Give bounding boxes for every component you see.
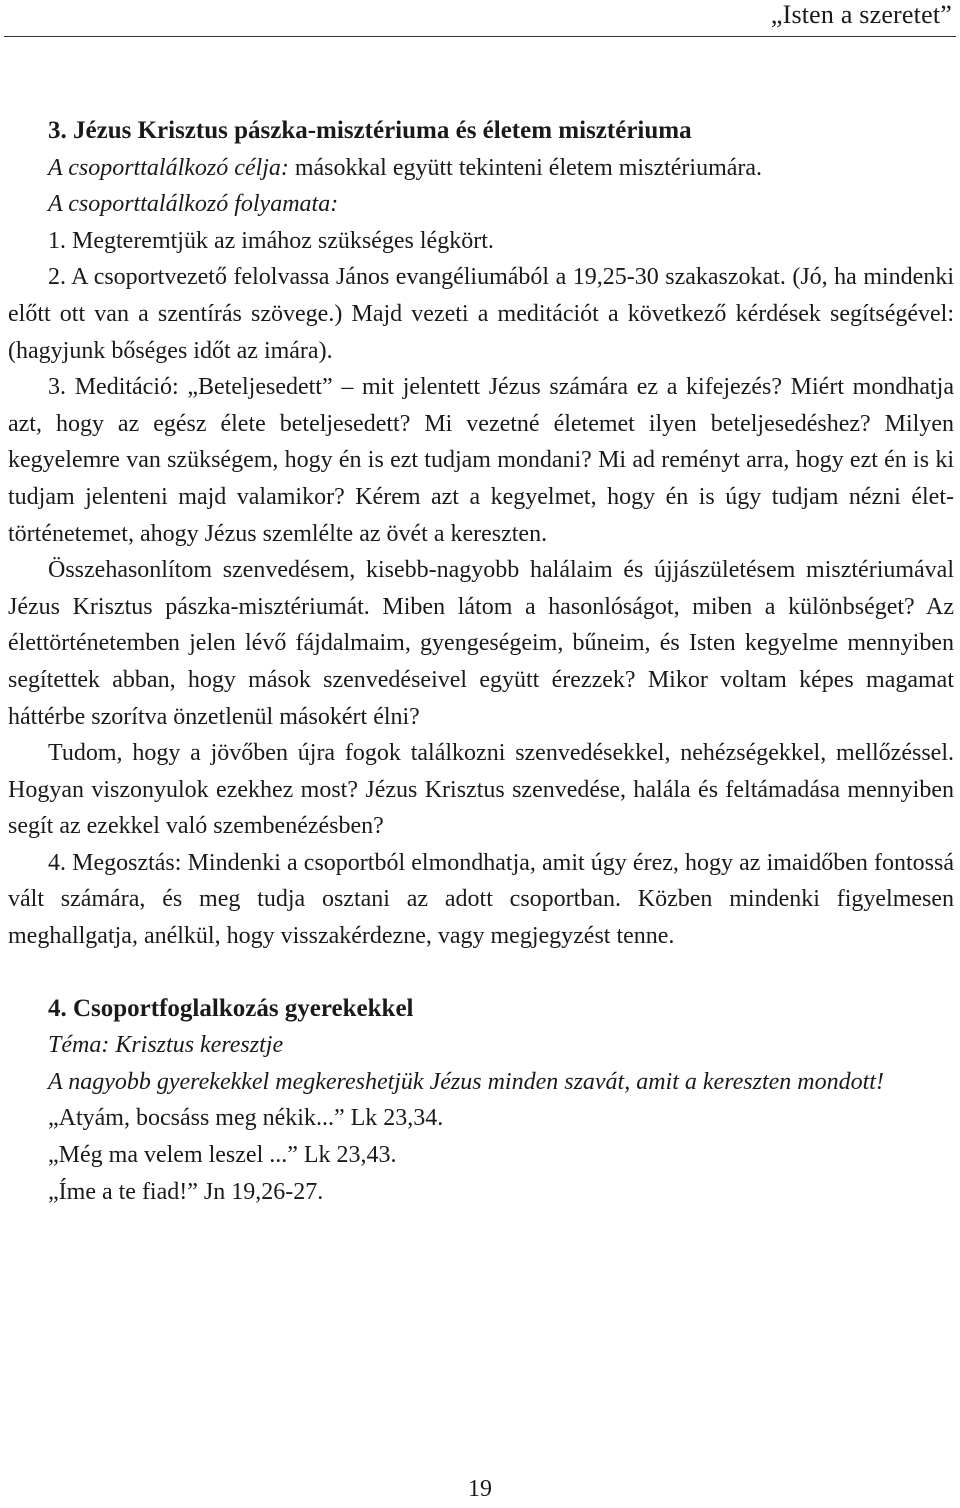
step-3-meditation: 3. Meditáció: „Beteljesedett” – mit jelentett Jézus számára ez a kifejezés? Miért mondhatja azt, hogy az egész élete beteljesedett? Mi vezetné életemet ilyen beteljesedéshez? Milyen kegyelemre van szükségem, hogy én is ezt tudjam mondani? Mi ad reményt arra, hogy ezt én is ki tudjam jelenteni majd valamikor? Kérem azt a kegyelmet, hogy én is úgy tudjam nézni élettörténetemet, ahogy Jézus szemlélte az övét a kereszten. (8, 374, 954, 547)
header-divider (4, 36, 956, 37)
step-4-sharing: 4. Megosztás: Mindenki a csoportból elmondhatja, amit úgy érez, hogy az imaidőben fontossá vált számára, és meg tudja osztani az adott csoportban. Közben mindenki figyelmesen meghallgatja, anélkül, hogy visszakérdezne, vagy megjegyzést tenne. (8, 849, 954, 950)
quote-line: „Még ma velem leszel ...” Lk 23,43. (48, 1142, 397, 1169)
paragraph-future: Tudom, hogy a jövőben újra fogok találkozni szenvedésekkel, nehézségekkel, mellőzéssel. Hogyan viszonyulok ezekhez most? Jézus Krisztus szenvedése, halála és feltámadása mennyiben segít az ezekkel való szembenézésben? (8, 740, 954, 840)
section-spacer (8, 955, 954, 991)
step-2: 2. A csoportvezető felolvassa János evangéliumából a 19,25-30 szakaszokat. (Jó, ha mindenki előtt ott van a szentírás szövege.) Majd vezeti a meditációt a következő kérdések segítségével: (hagyjunk bőséges időt az imára). (8, 264, 954, 364)
goal-label: A csoporttalálkozó célja: (48, 154, 289, 181)
page-body (8, 113, 954, 1210)
paragraph-compare: Összehasonlítom szenvedésem, kisebb-nagyobb halálaim és újjászületésem misztériumával Jézus Krisztus pászka-misztériumát. Miben látom a hasonlóságot, miben a különbséget? Az élettörténetemben jelen lévő fájdalmaim, gyengeségeim, bűneim, és Isten kegyelme mennyiben segítettek abban, hogy mások szenvedéseivel együtt érezzek? Mikor voltam képes magamat háttérbe szorítva önzetlenül másokért élni? (8, 557, 954, 730)
running-header-title: „Isten a szeretet” (770, 0, 952, 29)
step-1: 1. Megteremtjük az imához szükséges légkört. (48, 227, 494, 254)
children-intro: A nagyobb gyerekekkel megkereshetjük Jézus minden szavát, amit a kereszten mondott! (48, 1068, 884, 1095)
goal-text: másokkal együtt tekinteni életem misztériumára. (288, 154, 763, 181)
section-3-heading: 3. Jézus Krisztus pászka-misztériuma és életem misztériuma (48, 117, 692, 144)
quote-line: „Atyám, bocsáss meg nékik...” Lk 23,34. (48, 1105, 444, 1132)
goal-line (8, 150, 954, 187)
section-4-heading: 4. Csoportfoglalkozás gyerekekkel (48, 994, 414, 1022)
page-number: 19 (468, 1476, 492, 1502)
topic-line: Téma: Krisztus keresztje (48, 1032, 284, 1059)
process-label: A csoporttalálkozó folyamata: (48, 191, 339, 218)
quote-line: „Íme a te fiad!” Jn 19,26-27. (48, 1178, 324, 1205)
